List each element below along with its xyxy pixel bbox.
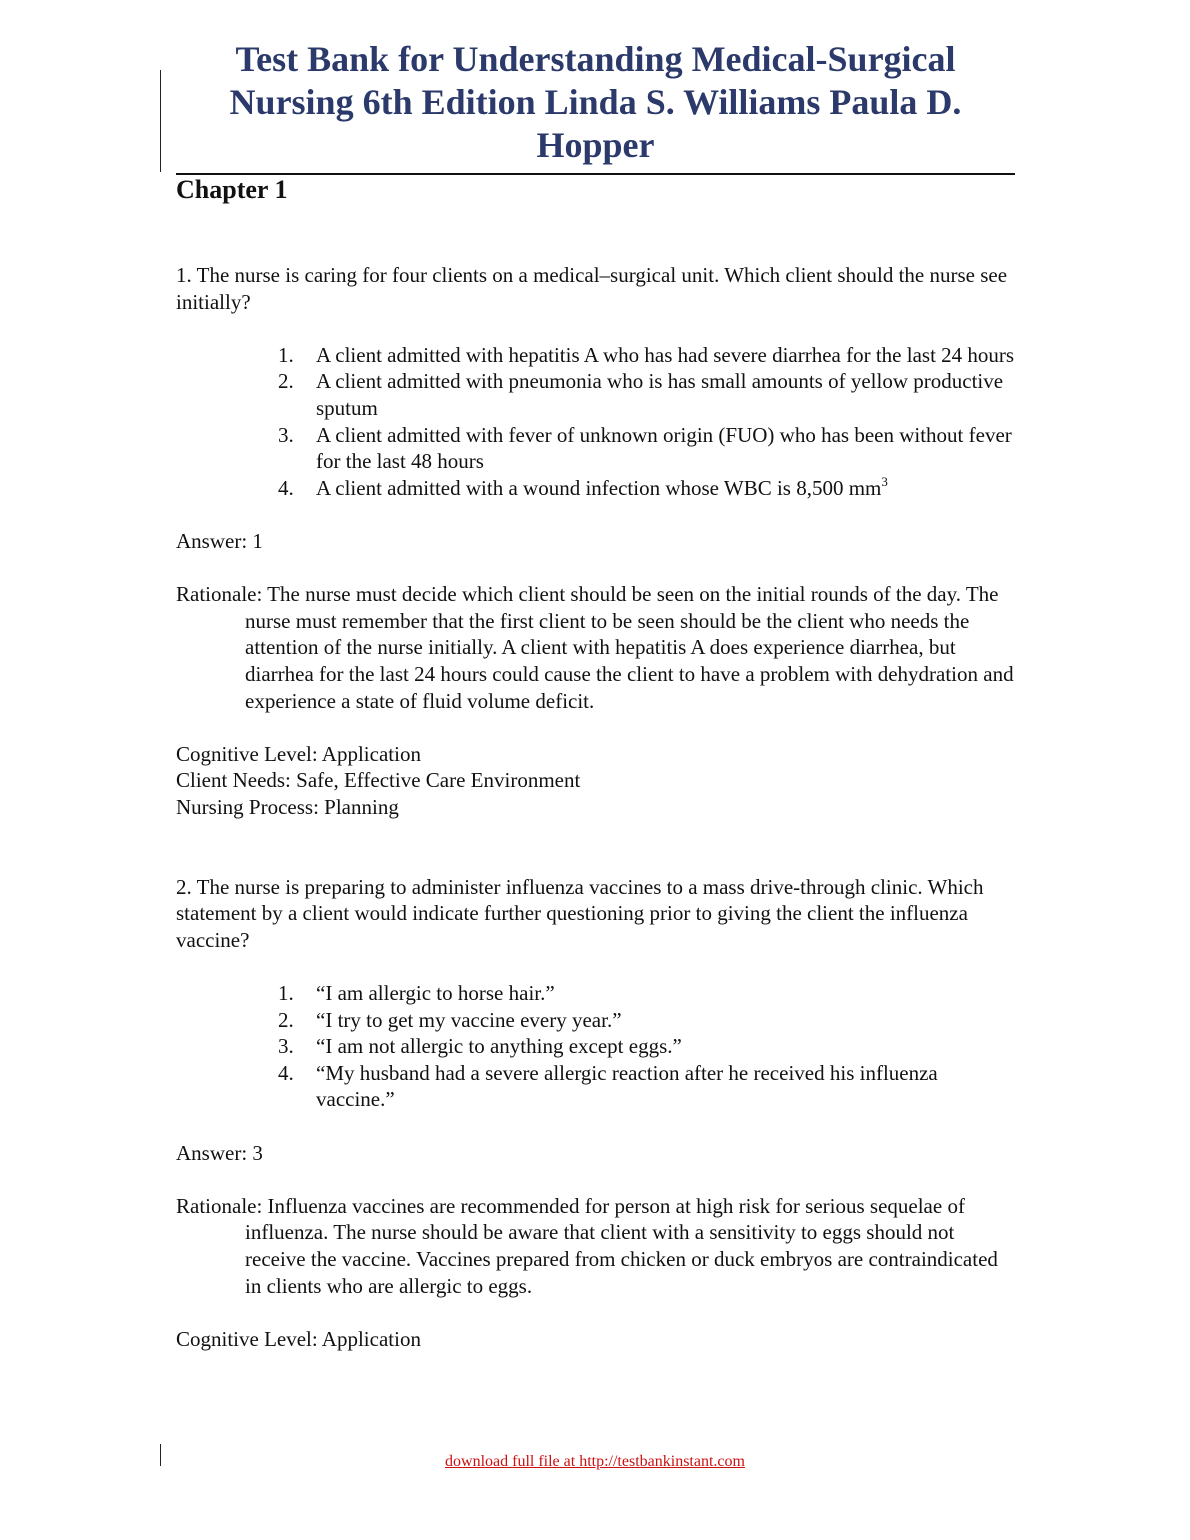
question-stem: 2. The nurse is preparing to administer influenza vaccines to a mass drive-through clinic. Which statement by a client would indicate further questioning prior to giving the client the influenza vaccine? — [176, 874, 984, 952]
answer-options — [176, 980, 1016, 1113]
rationale: Rationale: Influenza vaccines are recommended for person at high risk for serious sequelae of influenza. The nurse should be aware that client with a sensitivity to eggs should not receive the vaccine. Vaccines prepared from chicken or duck embryos are contraindicated in clients who are allergic to eggs. — [176, 1193, 998, 1298]
option-number: 1. — [278, 342, 294, 367]
rationale: Rationale: The nurse must decide which client should be seen on the initial rounds of the day. The nurse must remember that the first client to be seen should be the client who needs the attention of the nurse initially. A client with hepatitis A does experience diarrhea, but diarrhea for the last 24 hours could cause the client to have a problem with dehydration and experience a state of fluid volume deficit. — [176, 582, 1014, 713]
option-text: “My husband had a severe allergic reaction after he received his influenza vaccine.” — [316, 1060, 938, 1112]
option-text: A client admitted with fever of unknown origin (FUO) who has been without fever for the last 48 hours — [316, 422, 1012, 474]
answer-option — [278, 368, 1016, 421]
option-number: 1. — [278, 981, 294, 1006]
option-number: 2. — [278, 369, 294, 394]
cognitive-level: Cognitive Level: Application — [176, 741, 421, 766]
option-number: 3. — [278, 422, 294, 447]
option-number: 4. — [278, 475, 294, 500]
option-text — [316, 475, 1016, 502]
margin-change-bar-top — [160, 70, 161, 172]
answer-options — [176, 342, 1016, 502]
option-number: 2. — [278, 1007, 294, 1032]
answer-option — [278, 1033, 1016, 1060]
document-title: Test Bank for Understanding Medical-Surgical Nursing 6th Edition Linda S. Williams Paula D. Hopper — [229, 39, 962, 165]
cognitive-level: Cognitive Level: Application — [176, 1326, 421, 1351]
option-text: A client admitted with hepatitis A who has had severe diarrhea for the last 24 hours — [316, 342, 1015, 367]
superscript: 3 — [881, 473, 888, 489]
download-link[interactable]: download full file at http://testbankinstant.com — [445, 1453, 745, 1470]
option-text-main: A client admitted with a wound infection whose WBC is 8,500 mm — [316, 475, 882, 500]
option-text: “I try to get my vaccine every year.” — [316, 1007, 622, 1032]
answer-option — [278, 473, 1016, 502]
title-divider — [176, 173, 1015, 175]
question-1 — [176, 262, 1016, 820]
option-text: “I am not allergic to anything except eggs.” — [316, 1034, 682, 1059]
answer-option — [278, 1007, 1016, 1034]
document-body — [176, 262, 1016, 1352]
answer-option — [278, 980, 1016, 1007]
answer-key: Answer: 3 — [176, 1140, 263, 1165]
option-text: “I am allergic to horse hair.” — [316, 981, 555, 1006]
question-stem: 1. The nurse is caring for four clients on a medical–surgical unit. Which client should the nurse see initially? — [176, 263, 1008, 314]
option-number: 4. — [278, 1060, 294, 1085]
client-needs: Client Needs: Safe, Effective Care Environment — [176, 768, 581, 793]
chapter-heading: Chapter 1 — [176, 175, 288, 204]
nursing-process: Nursing Process: Planning — [176, 794, 399, 819]
option-number: 3. — [278, 1034, 294, 1059]
answer-option — [278, 342, 1016, 369]
answer-option — [278, 1060, 1016, 1113]
answer-option — [278, 422, 1016, 475]
option-text: A client admitted with pneumonia who is has small amounts of yellow productive sputum — [316, 369, 1004, 420]
answer-key: Answer: 1 — [176, 528, 263, 553]
question-2 — [176, 874, 1016, 1353]
